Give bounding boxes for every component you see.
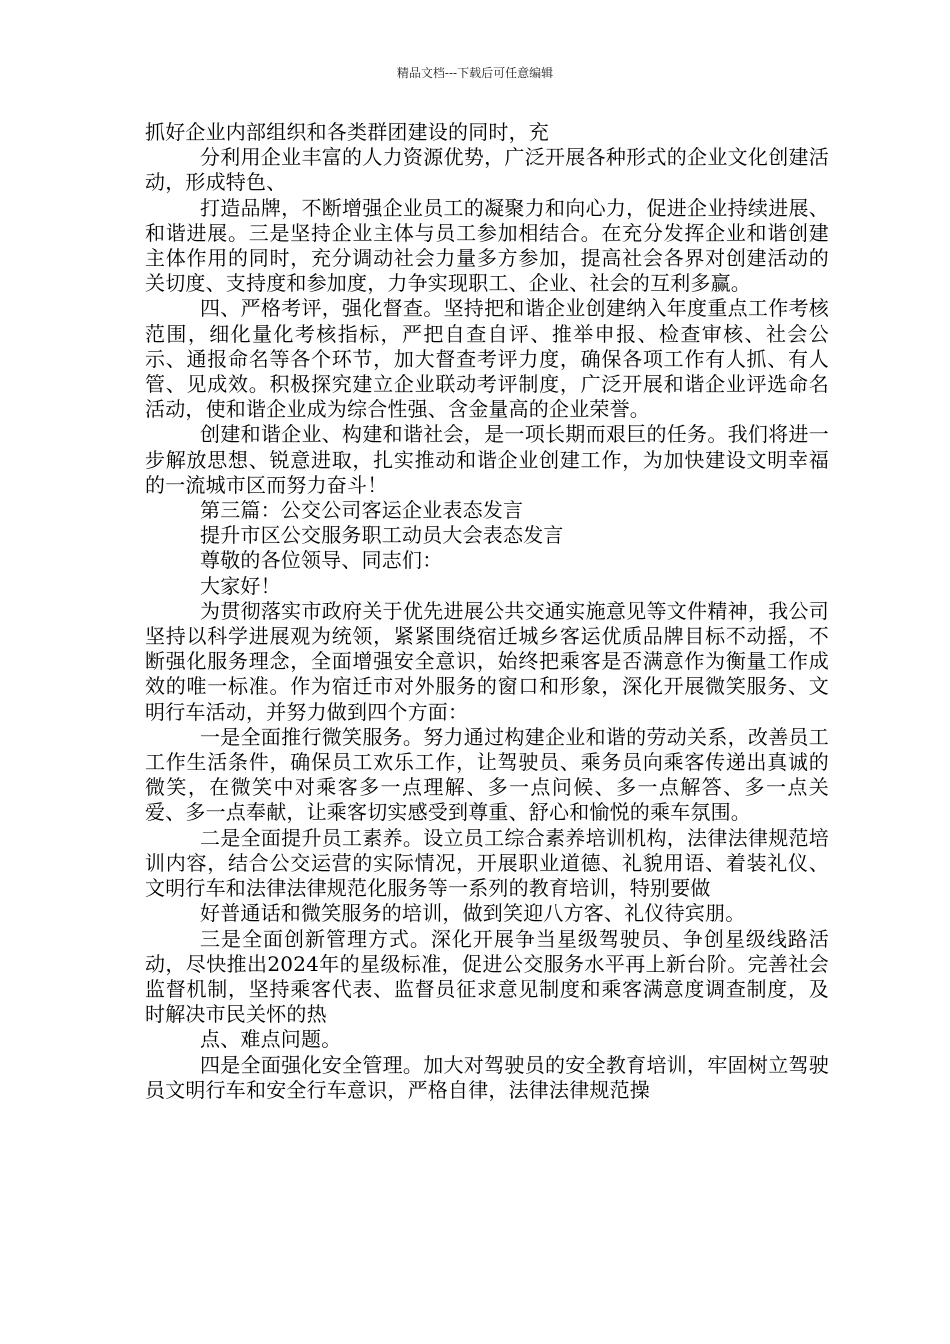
speech-title: 提升市区公交服务职工动员大会表态发言	[200, 523, 564, 548]
paragraph: 四是全面强化安全管理。加大对驾驶员的安全教育培训，牢固树立驾驶员文明行车和安全行车意识，严格自律，法律法律规范操	[145, 1052, 829, 1102]
paragraph: 分利用企业丰富的人力资源优势，广泛开展各种形式的企业文化创建活动，形成特色、	[145, 145, 829, 195]
paragraph: 三是全面创新管理方式。深化开展争当星级驾驶员、争创星级线路活动，尽快推出2024年的星级标准，促进公交服务水平再上新台阶。完善社会监督机制，坚持乘客代表、监督员征求意见制度和乘客满意度调查制度，及时解决市民关怀的热	[145, 926, 829, 1027]
paragraph: 好普通话和微笑服务的培训，做到笑迎八方客、礼仪待宾朋。	[200, 901, 746, 926]
paragraph: 四、严格考评，强化督查。坚持把和谐企业创建纳入年度重点工作考核范围，细化量化考核指标，严把自查自评、推举申报、检查审核、社会公示、通报命名等各个环节，加大督查考评力度，确保各项工作有人抓、有人管、见成效。积极探究建立企业联动考评制度，广泛开展和谐企业评选命名活动，使和谐企业成为综合性强、含金量高的企业荣誉。	[145, 296, 829, 422]
paragraph: 点、难点问题。	[200, 1027, 342, 1052]
greeting: 大家好！	[200, 573, 281, 598]
salutation: 尊敬的各位领导、同志们：	[200, 548, 443, 573]
section-heading: 第三篇：公交公司客运企业表态发言	[200, 498, 524, 523]
page-header: 精品文档---下载后可任意编辑	[396, 66, 554, 80]
paragraph: 为贯彻落实市政府关于优先进展公共交通实施意见等文件精神，我公司坚持以科学进展观为统领，紧紧围绕宿迁城乡客运优质品牌目标不动摇，不断强化服务理念，全面增强安全意识，始终把乘客是否满意作为衡量工作成效的唯一标准。作为宿迁市对外服务的窗口和形象，深化开展微笑服务、文明行车活动，并努力做到四个方面：	[145, 598, 829, 724]
paragraph: 抓好企业内部组织和各类群团建设的同时，充	[145, 120, 549, 144]
paragraph: 二是全面提升员工素养。设立员工综合素养培训机构，法律法律规范培训内容，结合公交运营的实际情况，开展职业道德、礼貌用语、着装礼仪、文明行车和法律法律规范化服务等一系列的教育培训，特别要做	[145, 825, 829, 901]
paragraph: 打造品牌，不断增强企业员工的凝聚力和向心力，促进企业持续进展、和谐进展。三是坚持企业主体与员工参加相结合。在充分发挥企业和谐创建主体作用的同时，充分调动社会力量多方参加，提高社会各界对创建活动的关切度、支持度和参加度，力争实现职工、企业、社会的互利多赢。	[145, 195, 829, 296]
document-body	[145, 120, 829, 1103]
paragraph: 创建和谐企业、构建和谐社会，是一项长期而艰巨的任务。我们将进一步解放思想、锐意进取，扎实推动和谐企业创建工作，为加快建设文明幸福的一流城市区而努力奋斗！	[145, 422, 829, 497]
paragraph: 一是全面推行微笑服务。努力通过构建企业和谐的劳动关系，改善员工工作生活条件，确保员工欢乐工作，让驾驶员、乘务员向乘客传递出真诚的微笑，在微笑中对乘客多一点理解、多一点问候、多一点解答、多一点关爱、多一点奉献，让乘客切实感受到尊重、舒心和愉悦的乘车氛围。	[145, 724, 829, 825]
